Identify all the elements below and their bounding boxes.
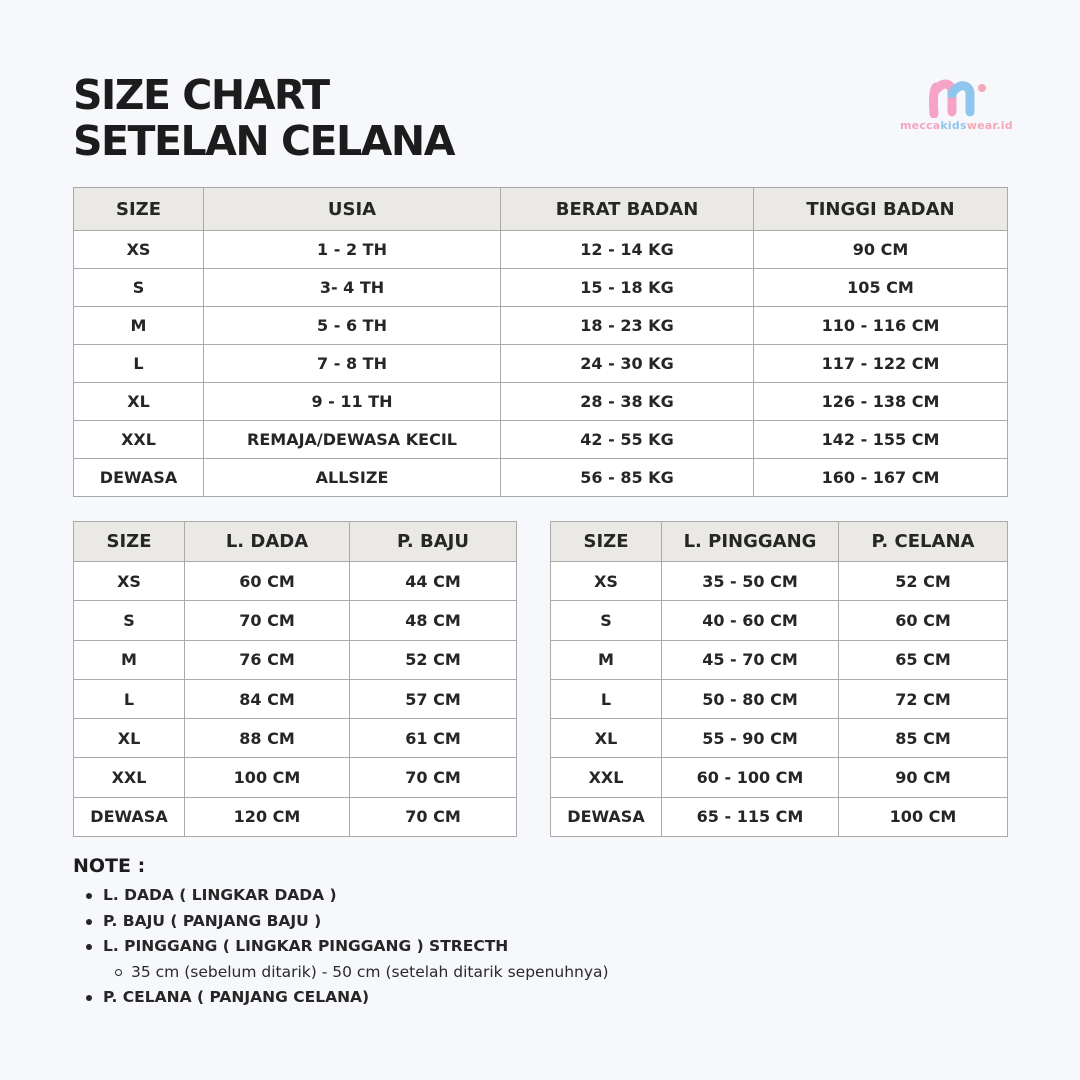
cell-l-pinggang: 60 - 100 CM [662,758,839,797]
brand-logo [900,78,1012,134]
cell-tinggi: 105 CM [754,269,1008,307]
cell-p-celana: 72 CM [839,679,1008,718]
table-row [74,679,517,718]
header-berat-badan: BERAT BADAN [501,188,754,231]
table-header-row [551,522,1008,562]
cell-l-pinggang: 55 - 90 CM [662,719,839,758]
cell-tinggi: 142 - 155 CM [754,421,1008,459]
cell-p-celana: 65 CM [839,640,1008,679]
cell-l-pinggang: 35 - 50 CM [662,562,839,601]
cell-berat: 56 - 85 KG [501,459,754,497]
cell-p-celana: 60 CM [839,601,1008,640]
cell-tinggi: 160 - 167 CM [754,459,1008,497]
cell-size: XL [74,719,185,758]
cell-tinggi: 90 CM [754,231,1008,269]
cell-size: XS [74,231,204,269]
size-chart-main-table [73,187,1008,497]
title-line-2: SETELAN CELANA [73,117,454,165]
cell-p-baju: 52 CM [350,640,517,679]
note-title: NOTE : [73,855,146,877]
cell-p-baju: 57 CM [350,679,517,718]
cell-size: M [551,640,662,679]
cell-berat: 15 - 18 KG [501,269,754,307]
cell-l-pinggang: 50 - 80 CM [662,679,839,718]
table-row [74,758,517,797]
table-row [74,421,1008,459]
cell-size: M [74,640,185,679]
cell-size: L [74,679,185,718]
cell-l-dada: 84 CM [185,679,350,718]
cell-l-pinggang: 45 - 70 CM [662,640,839,679]
header-size: SIZE [74,522,185,562]
table-row [74,307,1008,345]
cell-p-celana: 52 CM [839,562,1008,601]
bottom-measurement-table [550,521,1008,837]
cell-berat: 18 - 23 KG [501,307,754,345]
cell-size: DEWASA [74,797,185,836]
cell-size: S [74,601,185,640]
table-row [551,640,1008,679]
table-row [74,562,517,601]
cell-size: DEWASA [551,797,662,836]
list-item: L. DADA ( LINGKAR DADA ) [103,883,973,909]
cell-size: L [551,679,662,718]
cell-p-baju: 44 CM [350,562,517,601]
cell-p-celana: 100 CM [839,797,1008,836]
header-p-celana: P. CELANA [839,522,1008,562]
cell-size: XXL [551,758,662,797]
table-row [551,719,1008,758]
cell-tinggi: 126 - 138 CM [754,383,1008,421]
table-row [551,601,1008,640]
title-line-1: SIZE CHART [73,71,329,119]
cell-usia: 7 - 8 TH [204,345,501,383]
header-p-baju: P. BAJU [350,522,517,562]
table-row [551,679,1008,718]
cell-usia: 1 - 2 TH [204,231,501,269]
table-header-row [74,522,517,562]
cell-p-celana: 85 CM [839,719,1008,758]
cell-p-baju: 70 CM [350,758,517,797]
list-item: P. BAJU ( PANJANG BAJU ) [103,909,973,935]
cell-size: XL [74,383,204,421]
header-size: SIZE [551,522,662,562]
header-l-pinggang: L. PINGGANG [662,522,839,562]
list-item: P. CELANA ( PANJANG CELANA) [103,985,973,1011]
cell-l-dada: 76 CM [185,640,350,679]
cell-tinggi: 117 - 122 CM [754,345,1008,383]
cell-size: S [551,601,662,640]
table-row [551,797,1008,836]
table-row [74,269,1008,307]
cell-p-baju: 61 CM [350,719,517,758]
page-title [73,72,454,164]
note-section [73,855,973,1011]
table-row [74,640,517,679]
table-row [74,601,517,640]
table-row [551,562,1008,601]
cell-berat: 28 - 38 KG [501,383,754,421]
cell-size: XXL [74,758,185,797]
cell-berat: 12 - 14 KG [501,231,754,269]
note-list [73,883,973,1011]
list-sub-item: 35 cm (sebelum ditarik) - 50 cm (setelah ditarik sepenuhnya) [103,960,973,986]
header-tinggi-badan: TINGGI BADAN [754,188,1008,231]
top-measurement-table [73,521,517,837]
cell-usia: 3- 4 TH [204,269,501,307]
cell-usia: 5 - 6 TH [204,307,501,345]
cell-size: XL [551,719,662,758]
cell-p-celana: 90 CM [839,758,1008,797]
cell-usia: 9 - 11 TH [204,383,501,421]
header-usia: USIA [204,188,501,231]
table-row [74,797,517,836]
cell-size: S [74,269,204,307]
cell-berat: 42 - 55 KG [501,421,754,459]
cell-l-pinggang: 65 - 115 CM [662,797,839,836]
cell-l-dada: 88 CM [185,719,350,758]
header-l-dada: L. DADA [185,522,350,562]
table-row [74,345,1008,383]
table-row [74,719,517,758]
table-row [551,758,1008,797]
cell-l-dada: 100 CM [185,758,350,797]
cell-tinggi: 110 - 116 CM [754,307,1008,345]
cell-l-dada: 60 CM [185,562,350,601]
cell-berat: 24 - 30 KG [501,345,754,383]
cell-usia: REMAJA/DEWASA KECIL [204,421,501,459]
table-row [74,383,1008,421]
cell-size: XS [551,562,662,601]
list-item: L. PINGGANG ( LINGKAR PINGGANG ) STRECTH [103,934,973,960]
cell-size: XXL [74,421,204,459]
cell-l-pinggang: 40 - 60 CM [662,601,839,640]
cell-l-dada: 120 CM [185,797,350,836]
brand-logo-mark-icon [900,78,1012,118]
cell-p-baju: 48 CM [350,601,517,640]
cell-usia: ALLSIZE [204,459,501,497]
cell-p-baju: 70 CM [350,797,517,836]
table-row [74,459,1008,497]
brand-logo-text: meccakidswear.id [900,119,1013,132]
cell-size: DEWASA [74,459,204,497]
cell-size: XS [74,562,185,601]
cell-size: L [74,345,204,383]
cell-l-dada: 70 CM [185,601,350,640]
header-size: SIZE [74,188,204,231]
table-row [74,231,1008,269]
cell-size: M [74,307,204,345]
table-header-row [74,188,1008,231]
